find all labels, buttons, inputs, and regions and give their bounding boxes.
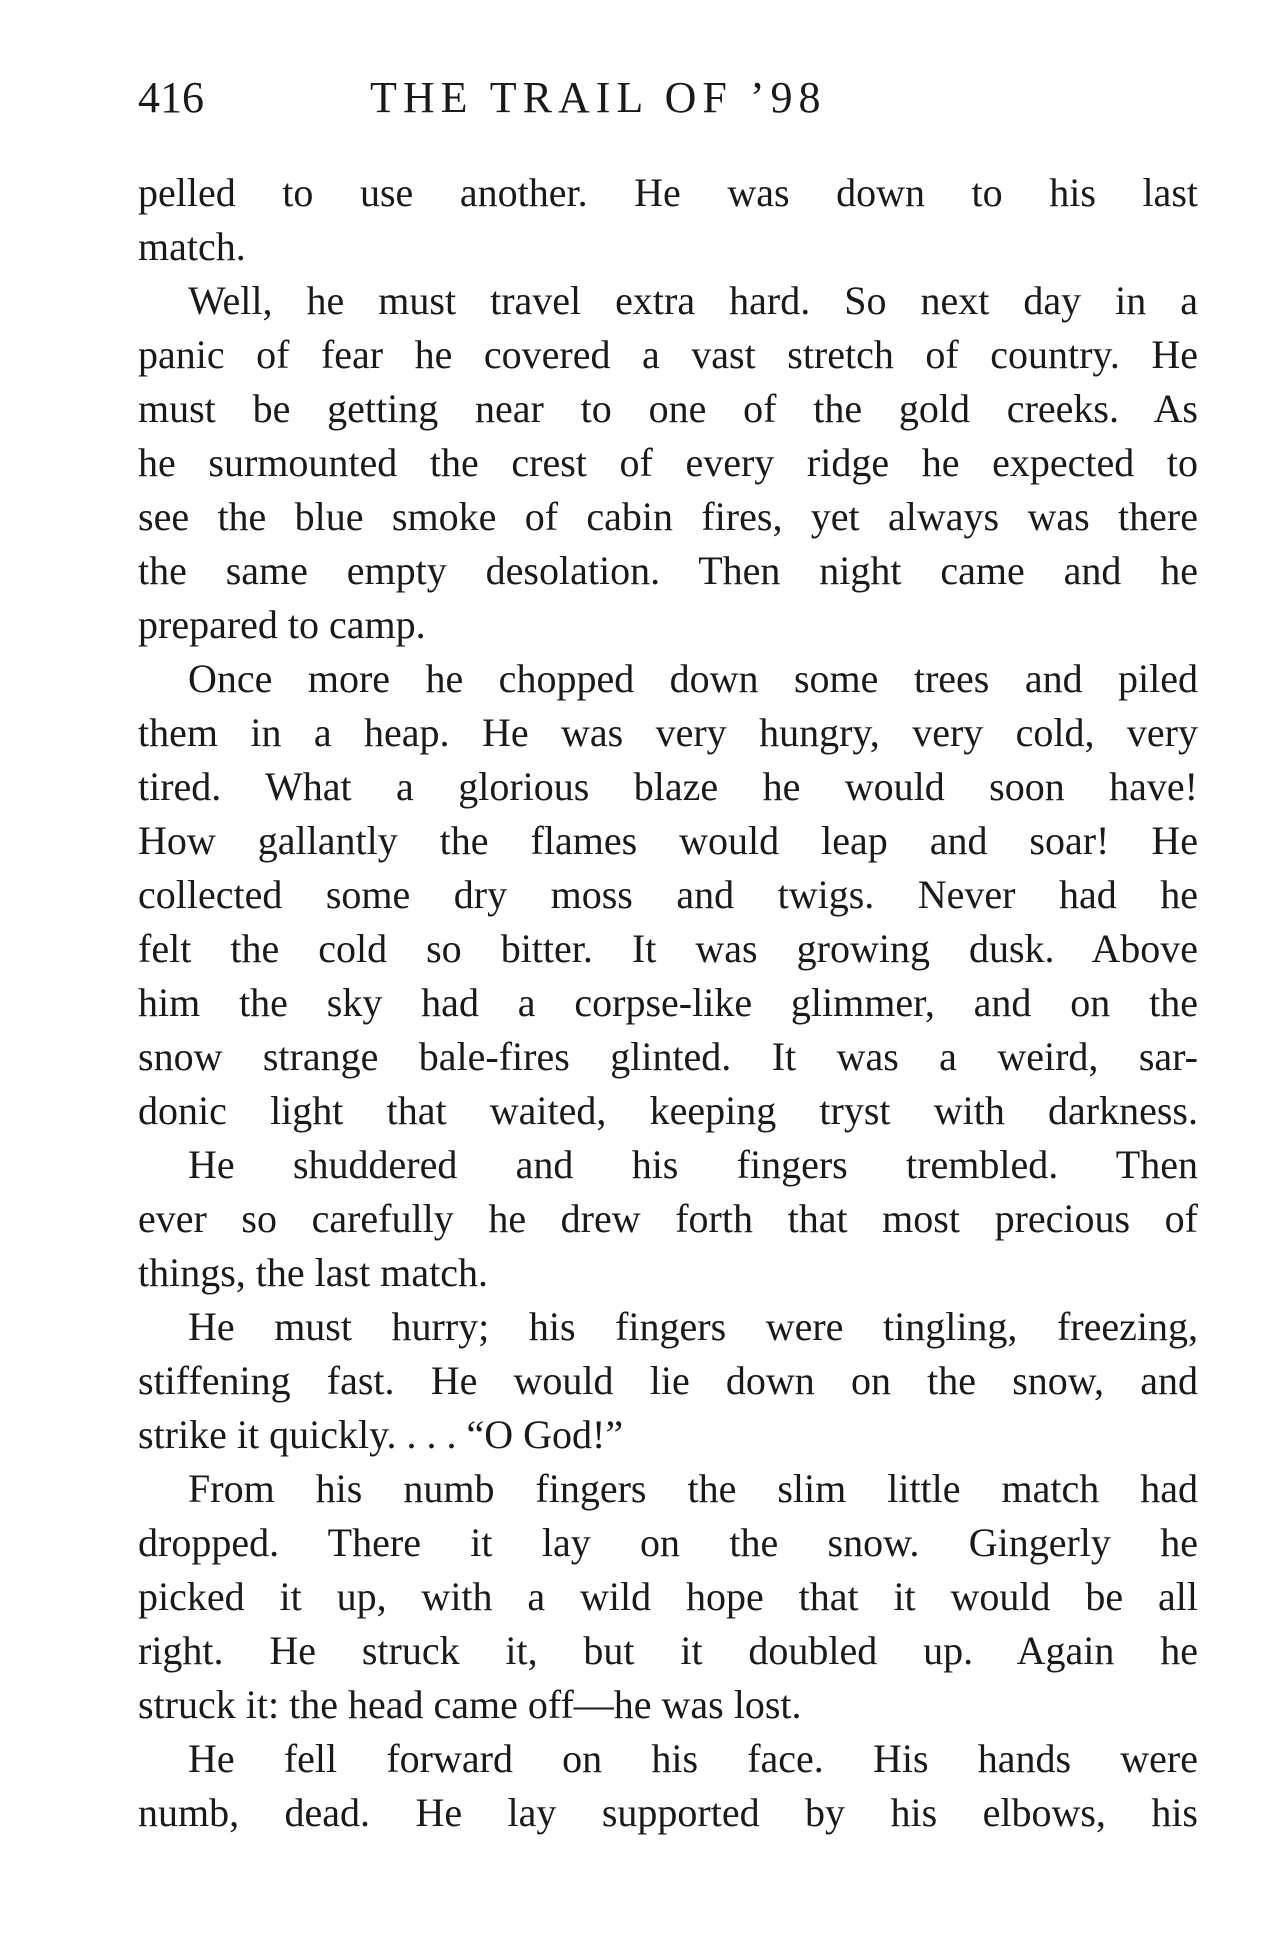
text-line: Well, he must travel extra hard. So next day in a bbox=[188, 278, 1198, 323]
text-line: him the sky had a corpse-like glimmer, and on the bbox=[138, 980, 1198, 1025]
text-line: tired. What a glorious blaze he would soon have! bbox=[138, 764, 1198, 809]
text-line: he surmounted the crest of every ridge he expected to bbox=[138, 440, 1198, 485]
text-line: collected some dry moss and twigs. Never had he bbox=[138, 872, 1198, 917]
text-line: snow strange bale-fires glinted. It was a weird, sar- bbox=[138, 1034, 1198, 1079]
text-line: match. bbox=[138, 224, 246, 269]
text-line: prepared to camp. bbox=[138, 602, 426, 647]
text-line: must be getting near to one of the gold creeks. As bbox=[138, 386, 1198, 431]
page-number: 416 bbox=[138, 73, 204, 122]
text-line: felt the cold so bitter. It was growing dusk. Above bbox=[138, 926, 1198, 971]
text-line: ever so carefully he drew forth that most precious of bbox=[138, 1196, 1198, 1241]
text-line: right. He struck it, but it doubled up. Again he bbox=[138, 1628, 1198, 1673]
text-line: numb, dead. He lay supported by his elbows, his bbox=[138, 1790, 1198, 1835]
text-line: things, the last match. bbox=[138, 1250, 488, 1295]
text-line: them in a heap. He was very hungry, very cold, very bbox=[138, 710, 1198, 755]
text-line: He shuddered and his fingers trembled. Then bbox=[188, 1142, 1198, 1187]
body-text bbox=[138, 166, 1198, 1840]
text-line: picked it up, with a wild hope that it would be all bbox=[138, 1574, 1198, 1619]
text-line: He must hurry; his fingers were tingling, freezing, bbox=[188, 1304, 1198, 1349]
text-line: the same empty desolation. Then night came and he bbox=[138, 548, 1198, 593]
text-line: How gallantly the flames would leap and soar! He bbox=[138, 818, 1198, 863]
text-line: From his numb fingers the slim little match had bbox=[188, 1466, 1198, 1511]
text-line: see the blue smoke of cabin fires, yet always was there bbox=[138, 494, 1198, 539]
text-line: He fell forward on his face. His hands were bbox=[188, 1736, 1198, 1781]
text-line: stiffening fast. He would lie down on the snow, and bbox=[138, 1358, 1198, 1403]
running-title: THE TRAIL OF ’98 bbox=[370, 73, 827, 122]
text-line: pelled to use another. He was down to his last bbox=[138, 170, 1198, 215]
text-line: donic light that waited, keeping tryst with darkness. bbox=[138, 1088, 1198, 1133]
text-line: dropped. There it lay on the snow. Gingerly he bbox=[138, 1520, 1198, 1565]
text-line: strike it quickly. . . . “O God!” bbox=[138, 1412, 624, 1457]
page-header bbox=[138, 68, 1198, 128]
text-line: Once more he chopped down some trees and piled bbox=[188, 656, 1198, 701]
text-line: struck it: the head came off—he was lost. bbox=[138, 1682, 802, 1727]
text-line: panic of fear he covered a vast stretch of country. He bbox=[138, 332, 1198, 377]
